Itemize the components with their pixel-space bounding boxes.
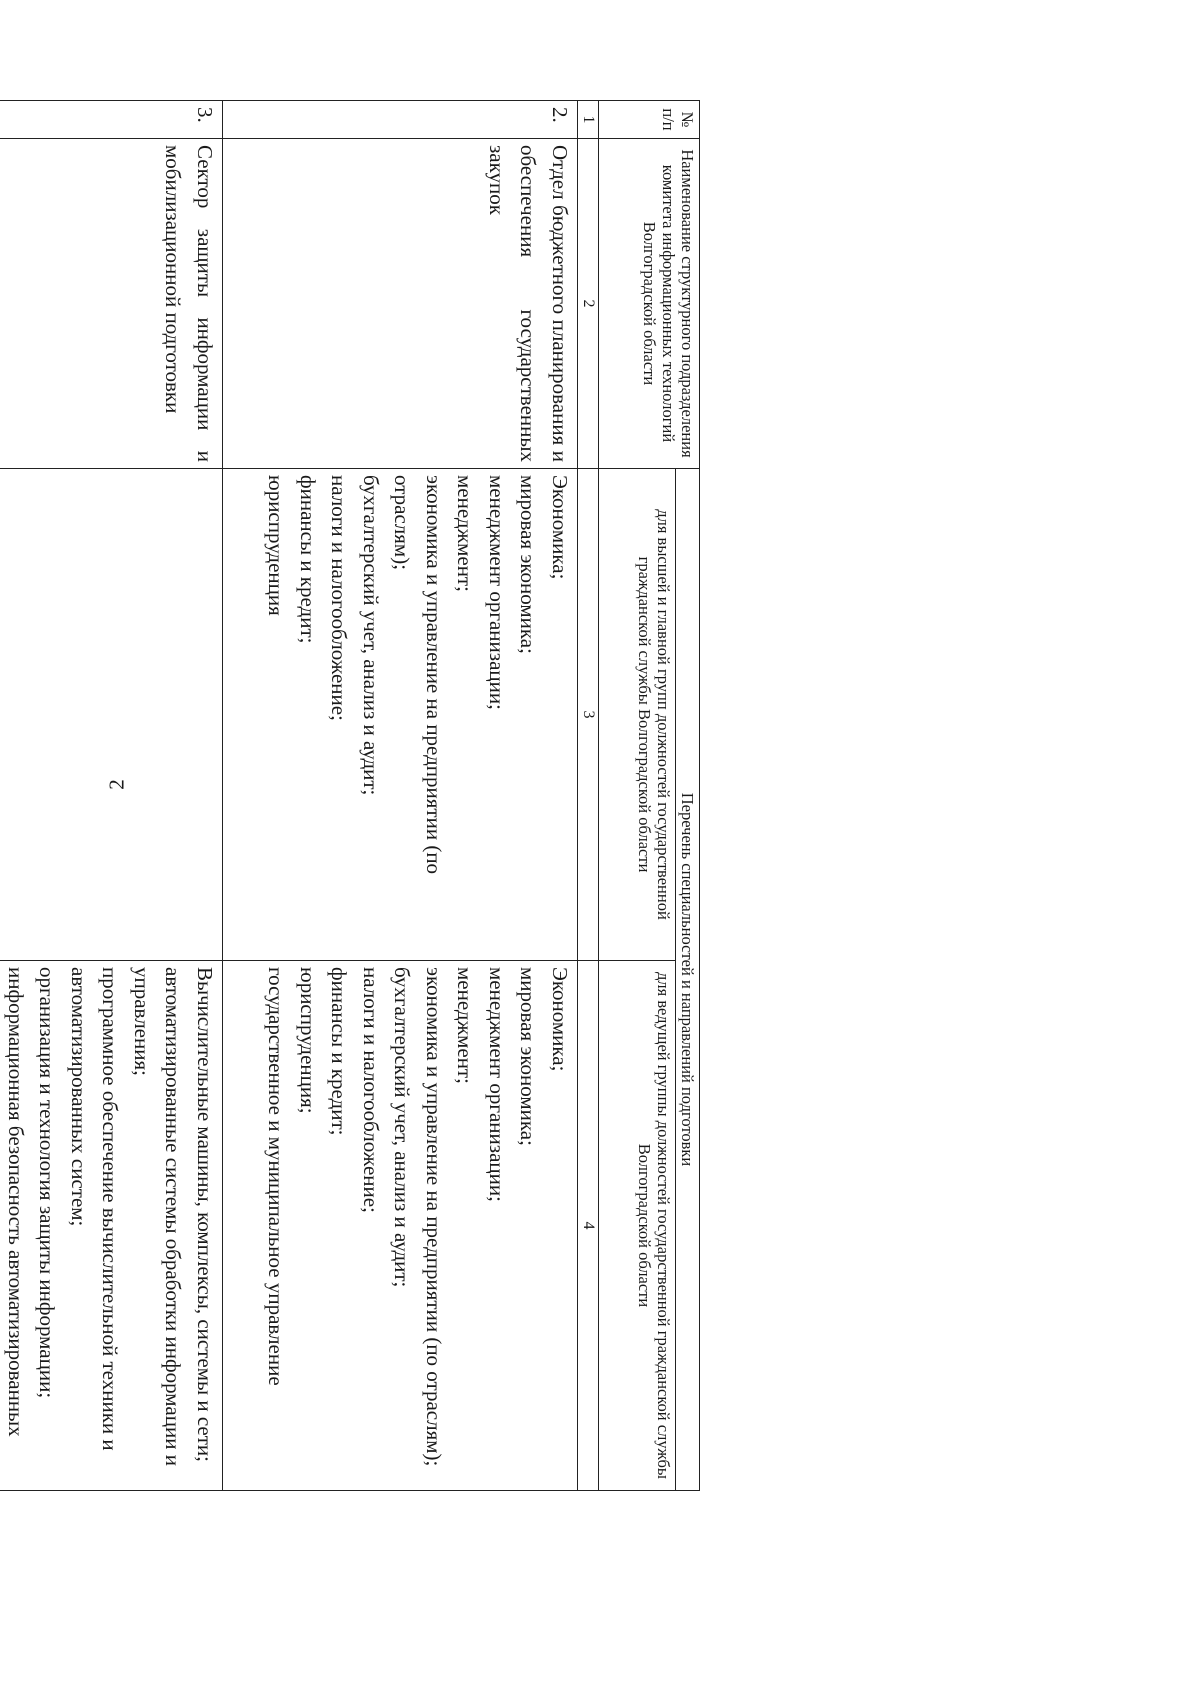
list-item: менеджмент организации; — [485, 967, 509, 1202]
list-item: налоги и налогообложение; — [327, 475, 352, 721]
higher-group-specialties — [0, 469, 223, 961]
list-item: государственное и муниципальное управление — [264, 967, 289, 1386]
page-number: 2 — [104, 779, 129, 790]
rotated-table-container — [0, 100, 700, 1490]
list-item: автоматизированные системы обработки информации и управления; — [130, 967, 186, 1466]
list-item: мировая экономика; — [516, 967, 541, 1146]
row-number: 2. — [223, 101, 578, 139]
column-number: 3 — [578, 469, 599, 961]
list-item: менеджмент; — [453, 967, 478, 1084]
list-item: бухгалтерский учет, анализ и аудит; — [390, 967, 415, 1288]
header-higher-groups: для высшей и главной групп должностей государственной гражданской службы Волгоградской области — [599, 469, 676, 961]
list-item: менеджмент организации; — [485, 475, 509, 710]
header-department: Наименование структурного подразделения комитета информационных технологий Волгоградской области — [599, 139, 700, 469]
table-row — [223, 101, 578, 1491]
column-number: 1 — [578, 101, 599, 139]
list-item: мировая экономика; — [516, 475, 541, 654]
list-item: экономика и управление на предприятии (по отраслям); — [390, 475, 446, 875]
list-item: финансы и кредит; — [296, 475, 320, 644]
list-item: организация и технология защиты информации; — [35, 967, 60, 1399]
leading-group-specialties — [0, 961, 223, 1491]
header-row-1 — [676, 101, 700, 1491]
column-number-row — [578, 101, 599, 1491]
list-item: Экономика; — [548, 967, 572, 1072]
list-item: юриспруденция; — [296, 967, 320, 1114]
list-item: налоги и налогообложение; — [359, 967, 383, 1213]
list-item: финансы и кредит; — [327, 967, 352, 1136]
list-item: программное обеспечение вычислительной техники и автоматизированных систем; — [67, 967, 123, 1451]
column-number: 2 — [578, 139, 599, 469]
higher-group-specialties — [223, 469, 578, 961]
list-item: информационная безопасность автоматизированных — [4, 967, 28, 1437]
row-number: 3. — [0, 101, 223, 139]
table-row — [0, 101, 223, 1491]
list-item: бухгалтерский учет, анализ и аудит; — [359, 475, 383, 796]
list-item: экономика и управление на предприятии (по отраслям); — [422, 967, 446, 1467]
department-name: Отдел бюджетного планирования и обеспечения государственных закупок — [223, 139, 578, 469]
header-group: Перечень специальностей и направлений подготовки — [676, 469, 700, 1491]
list-item: Экономика; — [548, 475, 572, 580]
leading-group-specialties — [223, 961, 578, 1491]
specialties-table — [0, 100, 700, 1491]
header-num: № п/п — [599, 101, 700, 139]
header-leading-group: для ведущей группы должностей государственной гражданской службы Волгоградской области — [599, 961, 676, 1491]
list-item: Вычислительные машины, комплексы, системы и сети; — [193, 967, 217, 1462]
department-name: Сектор защиты информации и мобилизационной подготовки — [0, 139, 223, 469]
column-number: 4 — [578, 961, 599, 1491]
list-item: менеджмент; — [453, 475, 478, 592]
list-item: юриспруденция — [264, 475, 289, 616]
